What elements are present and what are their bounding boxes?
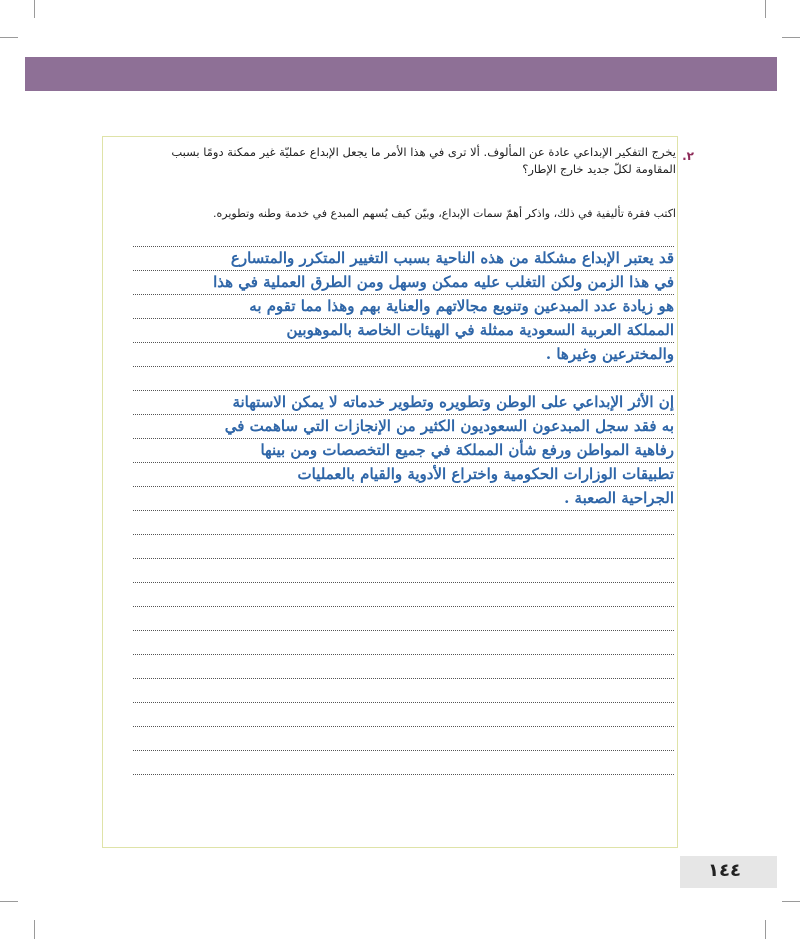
writing-line (133, 414, 674, 415)
crop-mark (34, 920, 35, 939)
writing-line (133, 438, 674, 439)
answer-line: به فقد سجل المبدعون السعوديون الكثير من الإنجازات التي ساهمت في (224, 417, 674, 435)
writing-line (133, 510, 674, 511)
crop-mark (34, 0, 35, 18)
answer-line: هو زيادة عدد المبدعين وتنويع مجالاتهم والعناية بهم وهذا مما تقوم به (249, 297, 674, 315)
answer-line: إن الأثر الإبداعي على الوطن وتطويره وتطوير خدماته لا يمكن الاستهانة (232, 393, 674, 411)
writing-line (133, 558, 674, 559)
writing-line (133, 774, 674, 775)
crop-mark (765, 0, 766, 18)
answer-line: في هذا الزمن ولكن التغلب عليه ممكن وسهل ومن الطرق العملية في هذا (213, 273, 674, 291)
writing-line (133, 630, 674, 631)
writing-line (133, 342, 674, 343)
writing-line (133, 366, 674, 367)
answer-line: قد يعتبر الإبداع مشكلة من هذه الناحية بسبب التغيير المتكرر والمتسارع (230, 249, 674, 267)
writing-line (133, 486, 674, 487)
writing-line (133, 702, 674, 703)
crop-mark (782, 901, 800, 902)
writing-line (133, 726, 674, 727)
page-number: ١٤٤ (708, 860, 741, 881)
answer-line: الجراحية الصعبة . (564, 489, 674, 507)
writing-line (133, 750, 674, 751)
writing-line (133, 294, 674, 295)
writing-line (133, 390, 674, 391)
crop-mark (0, 901, 18, 902)
header-band (25, 57, 777, 91)
answer-line: والمخترعين وغيرها . (545, 345, 674, 363)
answer-line: المملكة العربية السعودية ممثلة في الهيئات الخاصة بالموهوبين (286, 321, 674, 339)
answer-line: تطبيقات الوزارات الحكومية واختراع الأدوية والقيام بالعمليات (297, 465, 674, 483)
answer-line: رفاهية المواطن ورفع شأن المملكة في جميع التخصصات ومن بينها (260, 441, 674, 459)
writing-line (133, 582, 674, 583)
question-text (120, 144, 676, 178)
writing-line (133, 462, 674, 463)
question-line: المقاومة لكلّ جديد خارج الإطار؟ (522, 162, 676, 176)
crop-mark (765, 920, 766, 939)
writing-prompt: اكتب فقرة تأليفية في ذلك، واذكر أهمّ سمات الإبداع، وبيّن كيف يُسهم المبدع في خدمة وطنه وتطويره. (213, 207, 676, 220)
question-number: .٢ (682, 149, 694, 163)
writing-line (133, 270, 674, 271)
crop-mark (0, 37, 18, 38)
writing-line (133, 678, 674, 679)
writing-line (133, 246, 674, 247)
question-line: يخرج التفكير الإبداعي عادة عن المألوف. ألا ترى في هذا الأمر ما يجعل الإبداع عمليّة غير ممكنة دومًا بسبب (171, 145, 676, 159)
writing-line (133, 318, 674, 319)
writing-line (133, 654, 674, 655)
writing-line (133, 606, 674, 607)
writing-line (133, 534, 674, 535)
crop-mark (782, 37, 800, 38)
